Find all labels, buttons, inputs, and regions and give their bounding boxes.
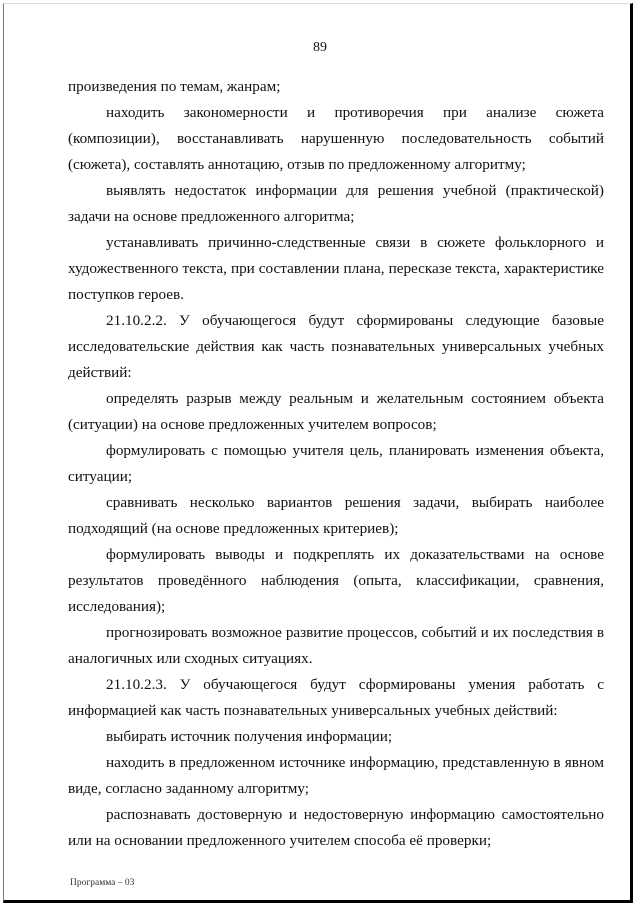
paragraph-11: 21.10.2.3. У обучающегося будут сформированы умения работать с информацией как часть познавательных универсальных учебных действий: — [68, 676, 604, 719]
paragraph-9: формулировать выводы и подкреплять их доказательствами на основе результатов проведённого наблюдения (опыта, классификации, сравнения, исследования); — [68, 546, 604, 615]
paragraph-10: прогнозировать возможное развитие процессов, событий и их последствия в аналогичных или сходных ситуациях. — [68, 624, 604, 667]
page-number: 89 — [313, 40, 327, 55]
paragraph-6: определять разрыв между реальным и желательным состоянием объекта (ситуации) на основе предложенных учителем вопросов; — [68, 390, 604, 433]
paragraph-13: находить в предложенном источнике информацию, представленную в явном виде, согласно заданному алгоритму; — [68, 754, 604, 797]
paragraph-12: выбирать источник получения информации; — [106, 728, 393, 745]
paragraph-4: устанавливать причинно-следственные связи в сюжете фольклорного и художественного текста, при составлении плана, пересказе текста, характеристике поступков героев. — [68, 234, 604, 303]
paragraph-7: формулировать с помощью учителя цель, планировать изменения объекта, ситуации; — [68, 442, 604, 485]
body-text — [68, 74, 604, 854]
paragraph-5: 21.10.2.2. У обучающегося будут сформированы следующие базовые исследовательские действия как часть познавательных универсальных учебных действий: — [68, 312, 604, 381]
paragraph-8: сравнивать несколько вариантов решения задачи, выбирать наиболее подходящий (на основе предложенных критериев); — [68, 494, 604, 537]
paragraph-2: находить закономерности и противоречия при анализе сюжета (композиции), восстанавливать нарушенную последовательность событий (сюжета), составлять аннотацию, отзыв по предложенному алгоритму; — [68, 104, 604, 173]
paragraph-14: распознавать достоверную и недостоверную информацию самостоятельно или на основании предложенного учителем способа её проверки; — [68, 806, 604, 849]
paragraph-1: произведения по темам, жанрам; — [68, 78, 281, 95]
footer-label: Программа – 03 — [70, 878, 135, 888]
paragraph-3: выявлять недостаток информации для решения учебной (практической) задачи на основе предложенного алгоритма; — [68, 182, 604, 225]
